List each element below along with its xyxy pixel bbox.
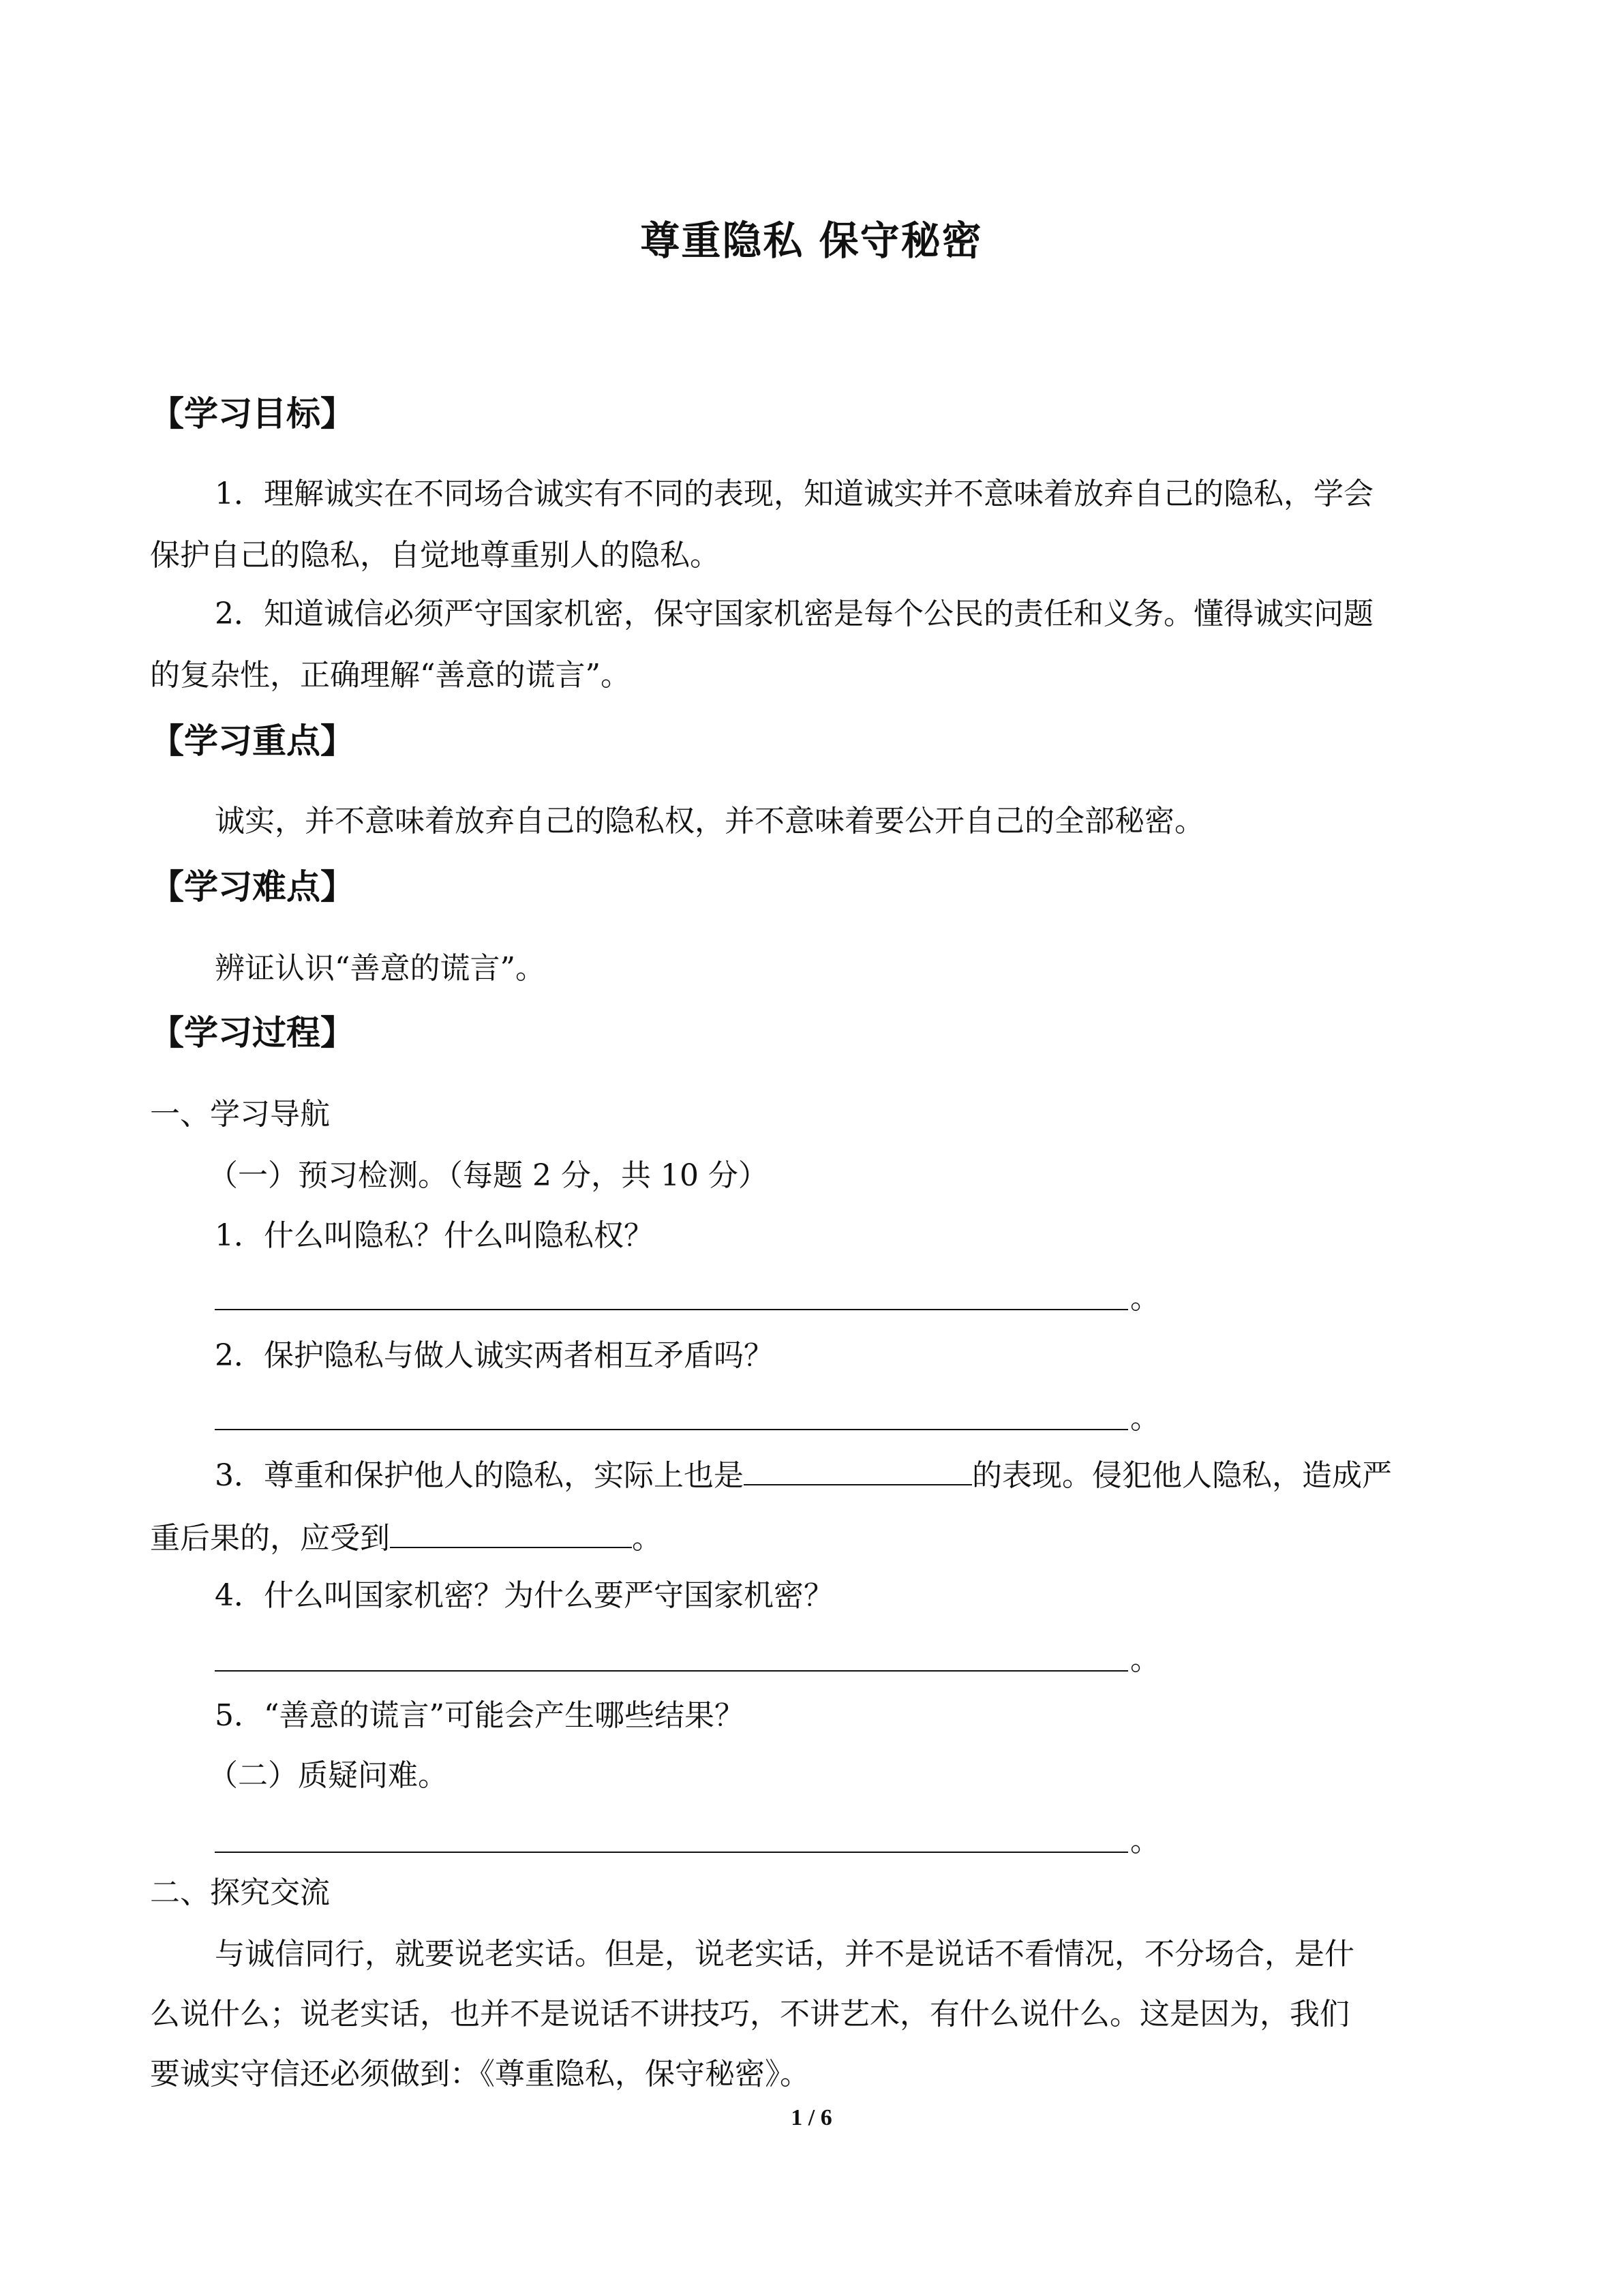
keypoints-text: 诚实，并不意味着放弃自己的隐私权，并不意味着要公开自己的全部秘密。 [215, 804, 1204, 839]
answer-line-2-end: 。 [1130, 1401, 1160, 1436]
part2-heading: 二、探究交流 [150, 1875, 330, 1910]
answer-line-4[interactable] [215, 1670, 1128, 1672]
answer-line-query[interactable] [215, 1852, 1128, 1853]
objective-1-line-2: 保护自己的隐私，自觉地尊重别人的隐私。 [150, 538, 720, 573]
question-2: 2．保护隐私与做人诚实两者相互矛盾吗？ [215, 1338, 774, 1373]
section-heading-difficulties: 【学习难点】 [150, 867, 354, 907]
answer-line-4-end: 。 [1130, 1642, 1160, 1677]
question-3-text-a: 3．尊重和保护他人的隐私，实际上也是 [215, 1458, 744, 1493]
question-3-line-2 [150, 1515, 662, 1562]
question-3-text-d: 。 [632, 1521, 662, 1556]
section-heading-keypoints: 【学习重点】 [150, 721, 354, 761]
question-3-blank-2[interactable] [390, 1515, 632, 1548]
preview-heading: （一）预习检测。（每题 2 分，共 10 分） [208, 1158, 768, 1193]
answer-line-1-end: 。 [1130, 1281, 1160, 1316]
answer-line-2[interactable] [215, 1429, 1128, 1430]
section-heading-process: 【学习过程】 [150, 1013, 354, 1053]
question-4: 4．什么叫国家机密？为什么要严守国家机密？ [215, 1578, 834, 1613]
paragraph-line-2: 么说什么；说老实话，也并不是说话不讲技巧，不讲艺术，有什么说什么。这是因为，我们 [150, 1997, 1350, 2031]
page-number: 1 / 6 [791, 2105, 832, 2130]
question-1: 1．什么叫隐私？什么叫隐私权？ [215, 1218, 654, 1253]
question-3-line-1 [215, 1452, 1392, 1500]
page-title: 尊重隐私 保守秘密 [640, 217, 983, 264]
paragraph-line-3: 要诚实守信还必须做到：《尊重隐私，保守秘密》。 [150, 2057, 810, 2091]
difficulties-text: 辨证认识“善意的谎言”。 [215, 951, 545, 986]
question-5: 5．“善意的谎言”可能会产生哪些结果？ [215, 1698, 744, 1733]
question-3-text-b: 的表现。侵犯他人隐私，造成严 [972, 1458, 1392, 1493]
section-heading-objectives: 【学习目标】 [150, 394, 354, 434]
question-3-blank-1[interactable] [744, 1453, 972, 1485]
objective-1-line-1: 1．理解诚实在不同场合诚实有不同的表现，知道诚实并不意味着放弃自己的隐私，学会 [215, 477, 1374, 511]
paragraph-line-1: 与诚信同行，就要说老实话。但是，说老实话，并不是说话不看情况，不分场合，是什 [215, 1937, 1354, 1972]
query-heading: （二）质疑问难。 [208, 1758, 448, 1793]
part1-heading: 一、学习导航 [150, 1097, 330, 1132]
answer-line-1[interactable] [215, 1309, 1128, 1310]
objective-2-line-1: 2．知道诚信必须严守国家机密，保守国家机密是每个公民的责任和义务。懂得诚实问题 [215, 596, 1374, 631]
answer-line-query-end: 。 [1130, 1824, 1160, 1858]
objective-2-line-2: 的复杂性，正确理解“善意的谎言”。 [150, 658, 631, 693]
question-3-text-c: 重后果的，应受到 [150, 1521, 390, 1556]
